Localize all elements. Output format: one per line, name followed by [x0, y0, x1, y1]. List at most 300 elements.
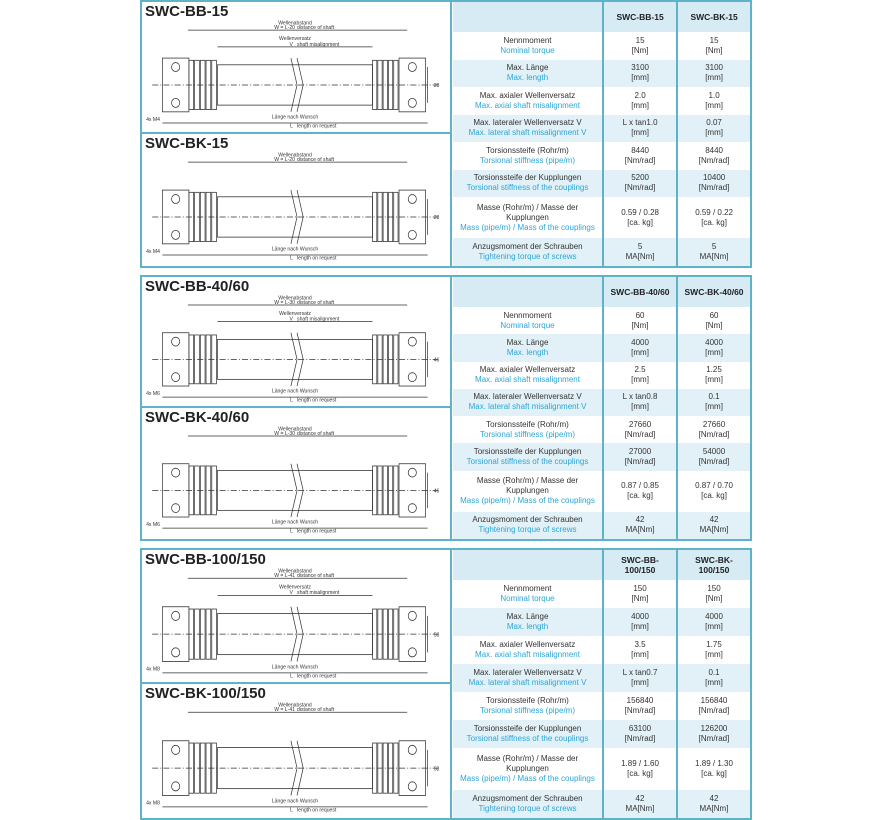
row-label	[453, 197, 603, 238]
cell-value	[677, 748, 750, 790]
table-row	[453, 32, 750, 60]
unit: [Nm/rad]	[624, 429, 656, 439]
value: 27660	[628, 419, 652, 429]
row-label	[453, 664, 603, 692]
cell-value	[603, 389, 677, 416]
dimension-label: Länge nach Wunsch	[271, 519, 319, 526]
column-header: SWC-BK-40/60	[677, 277, 750, 307]
row-label	[453, 512, 603, 539]
dimension-label: Wellenversatz	[279, 310, 311, 318]
cell-value	[603, 512, 677, 539]
label-english: Max. length	[506, 622, 549, 631]
value: 1.89 / 1.60	[621, 759, 659, 768]
row-label	[453, 790, 603, 818]
row-label	[453, 389, 603, 416]
coupling-drawing	[152, 162, 438, 255]
unit: [ca. kg]	[701, 769, 727, 778]
unit: MA[Nm]	[699, 804, 729, 813]
screw	[408, 782, 416, 791]
cell-value	[677, 720, 750, 748]
dimension-label: 28	[433, 215, 440, 222]
dimension-label: distance of shaft	[297, 430, 335, 437]
table-row	[453, 115, 750, 143]
value: 60	[709, 310, 719, 320]
value: 1.25	[706, 365, 722, 375]
header-empty	[453, 2, 603, 32]
cell-value	[677, 443, 750, 470]
unit: [Nm/rad]	[698, 429, 730, 439]
label-english: Torsional stiffness (pipe/m)	[480, 429, 575, 439]
label-german: Torsionssteife der Kupplungen	[473, 724, 582, 733]
cell-value	[603, 664, 677, 692]
label-english: Mass (pipe/m) / Mass of the couplings	[460, 774, 595, 783]
table-row	[453, 443, 750, 470]
cell-value	[603, 142, 677, 170]
unit: [Nm]	[631, 594, 649, 603]
dimension-label: 4x M4	[146, 116, 160, 123]
cell-value	[603, 608, 677, 636]
cell-value	[603, 720, 677, 748]
drawing-title: SWC-BB-100/150	[145, 551, 266, 568]
unit: [ca. kg]	[701, 217, 727, 227]
label-german: Anzugsmoment der Schrauben	[472, 515, 583, 525]
unit: [mm]	[705, 402, 723, 412]
dimension-label: L	[290, 673, 293, 680]
drawing-title: SWC-BB-15	[145, 3, 229, 20]
screw	[172, 195, 180, 204]
drawing-svg	[142, 295, 448, 406]
screw	[172, 782, 180, 791]
label-english: Nominal torque	[500, 45, 555, 55]
cell-value	[677, 692, 750, 720]
value: 156840	[700, 696, 728, 705]
cell-value	[603, 580, 677, 608]
table-row	[453, 416, 750, 443]
label-english: Max. axial shaft misalignment	[475, 100, 580, 110]
cell-value	[603, 636, 677, 664]
value: 1.0	[708, 90, 720, 100]
dimension-label: 58	[433, 632, 440, 639]
table-row	[453, 238, 750, 266]
dimension-label: L	[290, 397, 293, 404]
unit: [ca. kg]	[627, 769, 653, 778]
label-english: Torsional stiffness of the couplings	[466, 183, 589, 193]
diagram-panel	[142, 550, 452, 818]
value: 42	[709, 515, 719, 525]
dimension-label: L	[290, 528, 293, 535]
table-row	[453, 471, 750, 512]
drawing-title: SWC-BK-15	[145, 135, 229, 152]
unit: MA[Nm]	[699, 252, 729, 262]
value: 42	[709, 794, 719, 803]
dimension-label: W = L-20	[274, 156, 295, 164]
cell-value	[603, 471, 677, 512]
value: 3.5	[634, 640, 646, 649]
dimension-label: distance of shaft	[297, 156, 335, 164]
label-english: Nominal torque	[500, 594, 555, 603]
value: 60	[635, 310, 645, 320]
unit: [Nm/rad]	[698, 457, 730, 467]
coupling-drawing	[152, 578, 438, 673]
bellows-ring	[373, 60, 377, 109]
dimension-label: length on request	[297, 673, 337, 680]
row-label	[453, 608, 603, 636]
product-block	[140, 548, 752, 820]
dimension-label: shaft misalignment	[297, 316, 340, 323]
dimension-label: W = L-41	[274, 572, 295, 580]
table-row	[453, 60, 750, 88]
value: 1.89 / 1.30	[695, 759, 733, 768]
unit: MA[Nm]	[625, 252, 655, 262]
spec-table	[453, 2, 750, 266]
dimension-label: V	[289, 590, 293, 597]
technical-drawing	[142, 2, 450, 134]
screw	[172, 373, 180, 382]
value: 2.5	[634, 365, 646, 375]
value: 150	[633, 584, 647, 593]
value: 10400	[702, 173, 726, 183]
unit: MA[Nm]	[625, 804, 655, 813]
row-label	[453, 416, 603, 443]
bellows-ring	[394, 60, 398, 109]
table-row	[453, 580, 750, 608]
table-row	[453, 720, 750, 748]
cell-value	[677, 362, 750, 389]
label-english: Nominal torque	[500, 320, 555, 330]
cell-value	[603, 416, 677, 443]
dimension-label: L	[290, 807, 293, 814]
coupling-drawing	[152, 305, 438, 397]
dimension-label: L	[290, 123, 293, 130]
cell-value	[677, 60, 750, 88]
bellows-ring	[394, 609, 398, 659]
unit: [mm]	[631, 375, 649, 385]
label-german: Max. lateraler Wellenversatz V	[473, 668, 582, 677]
row-label	[453, 471, 603, 512]
cell-value	[677, 608, 750, 636]
unit: [mm]	[631, 100, 649, 110]
value: 156840	[626, 696, 654, 705]
cell-value	[677, 790, 750, 818]
cell-value	[677, 636, 750, 664]
label-english: Max. length	[506, 347, 549, 357]
label-english: Torsional stiffness (pipe/m)	[480, 706, 575, 715]
dimension-label: 4x M6	[146, 521, 160, 528]
cell-value	[677, 307, 750, 334]
unit: [Nm/rad]	[624, 183, 656, 193]
table-row	[453, 790, 750, 818]
coupling-drawing	[152, 30, 438, 123]
screw	[408, 611, 416, 620]
dimension-label: V	[289, 41, 293, 48]
dimension-label: length on request	[297, 123, 337, 130]
label-german: Max. axialer Wellenversatz	[479, 365, 576, 375]
bellows-ring	[373, 192, 377, 241]
unit: [mm]	[631, 73, 649, 83]
dimension-label: Wellenversatz	[279, 35, 311, 43]
row-label	[453, 720, 603, 748]
dimension-label: 58	[433, 766, 440, 773]
spec-table	[453, 277, 750, 539]
row-label	[453, 692, 603, 720]
unit: [Nm]	[705, 320, 723, 330]
cell-value	[677, 389, 750, 416]
dimension-label: 46	[433, 357, 440, 364]
row-label	[453, 238, 603, 266]
dimension-label: length on request	[297, 397, 337, 404]
screw	[408, 504, 416, 513]
label-german: Max. Länge	[506, 337, 549, 347]
bellows-ring	[394, 192, 398, 241]
unit: MA[Nm]	[625, 525, 655, 535]
dimension-label: Länge nach Wunsch	[271, 388, 319, 395]
unit: [mm]	[631, 678, 649, 687]
value: 3100	[705, 63, 723, 73]
value: 4000	[631, 337, 649, 347]
value: 0.87 / 0.85	[621, 481, 659, 491]
product-block	[140, 0, 752, 268]
screw	[172, 337, 180, 346]
header-empty	[453, 550, 603, 580]
cell-value	[677, 87, 750, 115]
screw	[408, 337, 416, 346]
cell-value	[677, 115, 750, 143]
label-german: Max. axialer Wellenversatz	[479, 90, 576, 100]
bellows-ring	[373, 609, 377, 659]
cell-value	[677, 32, 750, 60]
unit: [ca. kg]	[627, 491, 653, 501]
technical-drawing	[142, 277, 450, 408]
value: 8440	[631, 145, 649, 155]
row-label	[453, 142, 603, 170]
label-german: Nennmoment	[503, 584, 552, 593]
dimension-label: 46	[433, 488, 440, 495]
label-english: Max. length	[506, 73, 549, 83]
cell-value	[677, 334, 750, 361]
screw	[172, 468, 180, 477]
value: 150	[707, 584, 721, 593]
value: 8440	[705, 145, 723, 155]
dimension-label: 4x M4	[146, 248, 160, 255]
row-label	[453, 580, 603, 608]
dimension-label: Wellenabstand	[278, 702, 312, 709]
drawing-svg	[142, 152, 448, 264]
dimension-label: Wellenabstand	[278, 20, 312, 27]
row-label	[453, 362, 603, 389]
technical-drawing	[142, 684, 450, 818]
label-english: Max. axial shaft misalignment	[475, 375, 580, 385]
dimension-label: Länge nach Wunsch	[271, 798, 319, 805]
dimension-label: shaft misalignment	[297, 41, 340, 48]
dimension-label: Wellenabstand	[278, 568, 312, 575]
cell-value	[603, 334, 677, 361]
table-row	[453, 362, 750, 389]
unit: [mm]	[631, 650, 649, 659]
dimension-label: Wellenabstand	[278, 426, 312, 433]
label-english: Max. lateral shaft misalignment V	[468, 128, 587, 138]
unit: [mm]	[705, 678, 723, 687]
value: 0.1	[708, 392, 720, 402]
table-row	[453, 170, 750, 198]
bellows-ring	[394, 743, 398, 793]
label-english: Max. lateral shaft misalignment V	[468, 678, 587, 687]
value: 0.59 / 0.22	[695, 207, 733, 217]
table-row	[453, 389, 750, 416]
cell-value	[677, 238, 750, 266]
row-label	[453, 170, 603, 198]
screw	[172, 98, 180, 107]
cell-value	[677, 416, 750, 443]
value: L x tan1.0	[622, 118, 658, 128]
label-english: Torsional stiffness (pipe/m)	[480, 155, 575, 165]
column-header: SWC-BK-15	[677, 2, 750, 32]
value: 42	[635, 794, 645, 803]
screw	[172, 648, 180, 657]
table-header-row	[453, 550, 750, 580]
value: 0.59 / 0.28	[621, 207, 659, 217]
cell-value	[603, 60, 677, 88]
dimension-label: length on request	[297, 255, 337, 262]
cell-value	[603, 170, 677, 198]
drawing-svg	[142, 702, 448, 816]
screw	[172, 611, 180, 620]
unit: [mm]	[631, 402, 649, 412]
value: 54000	[702, 447, 726, 457]
screw	[408, 373, 416, 382]
label-german: Nennmoment	[503, 310, 552, 320]
cell-value	[603, 197, 677, 238]
dimension-label: distance of shaft	[297, 706, 335, 714]
drawing-svg	[142, 426, 448, 537]
unit: [Nm/rad]	[624, 457, 656, 467]
value: 4000	[705, 337, 723, 347]
dimension-label: distance of shaft	[297, 572, 335, 580]
dimension-label: distance of shaft	[297, 24, 335, 32]
table-row	[453, 692, 750, 720]
label-german: Masse (Rohr/m) / Masse der Kupplungen	[476, 476, 579, 496]
label-german: Max. Länge	[506, 612, 549, 621]
coupling-drawing	[152, 436, 438, 528]
column-header: SWC-BK-100/150	[677, 550, 750, 580]
drawing-svg	[142, 20, 448, 132]
cell-value	[603, 115, 677, 143]
unit: [Nm/rad]	[698, 734, 730, 743]
column-header: SWC-BB-100/150	[603, 550, 677, 580]
unit: [mm]	[705, 650, 723, 659]
unit: MA[Nm]	[699, 525, 729, 535]
cell-value	[603, 307, 677, 334]
bellows-ring	[373, 743, 377, 793]
row-label	[453, 87, 603, 115]
value: L x tan0.7	[622, 668, 658, 677]
unit: [Nm]	[631, 320, 649, 330]
value: 2.0	[634, 90, 646, 100]
unit: [Nm/rad]	[624, 155, 656, 165]
bellows-ring	[373, 335, 377, 384]
label-english: Max. axial shaft misalignment	[475, 650, 580, 659]
bellows-ring	[373, 466, 377, 515]
cell-value	[603, 443, 677, 470]
value: 42	[635, 515, 645, 525]
cell-value	[603, 238, 677, 266]
screw	[172, 63, 180, 72]
coupling-drawing	[152, 712, 438, 807]
table-row	[453, 334, 750, 361]
dimension-label: Wellenabstand	[278, 295, 312, 302]
bellows-ring	[394, 335, 398, 384]
value: 4000	[631, 612, 649, 621]
technical-drawing	[142, 408, 450, 539]
bellows-ring	[394, 466, 398, 515]
table-row	[453, 512, 750, 539]
unit: [mm]	[631, 128, 649, 138]
unit: [Nm/rad]	[698, 155, 730, 165]
cell-value	[677, 580, 750, 608]
value: 5	[711, 242, 717, 252]
cell-value	[603, 362, 677, 389]
screw	[172, 504, 180, 513]
row-label	[453, 636, 603, 664]
label-german: Torsionssteife (Rohr/m)	[486, 696, 569, 705]
label-german: Anzugsmoment der Schrauben	[472, 242, 583, 252]
screw	[172, 230, 180, 239]
label-german: Torsionssteife der Kupplungen	[473, 173, 582, 183]
table-row	[453, 636, 750, 664]
screw	[408, 63, 416, 72]
dimension-label: length on request	[297, 528, 337, 535]
label-german: Max. axialer Wellenversatz	[479, 640, 576, 649]
label-german: Nennmoment	[503, 35, 552, 45]
value: 3100	[631, 63, 649, 73]
screw	[172, 745, 180, 754]
drawing-title: SWC-BK-100/150	[145, 685, 266, 702]
unit: [mm]	[631, 347, 649, 357]
label-english: Torsional stiffness of the couplings	[466, 457, 589, 467]
label-german: Torsionssteife (Rohr/m)	[486, 145, 569, 155]
dimension-label: 4x M6	[146, 390, 160, 397]
value: 15	[635, 35, 645, 45]
unit: [Nm/rad]	[698, 183, 730, 193]
table-row	[453, 748, 750, 790]
cell-value	[603, 87, 677, 115]
unit: [mm]	[705, 347, 723, 357]
table-row	[453, 608, 750, 636]
dimension-label: Länge nach Wunsch	[271, 664, 319, 671]
unit: [Nm]	[631, 45, 649, 55]
cell-value	[677, 512, 750, 539]
column-header: SWC-BB-15	[603, 2, 677, 32]
diagram-panel	[142, 277, 452, 539]
drawing-svg	[142, 568, 448, 682]
cell-value	[603, 790, 677, 818]
cell-value	[677, 664, 750, 692]
unit: [mm]	[705, 622, 723, 631]
technical-drawing	[142, 134, 450, 266]
unit: [Nm]	[705, 45, 723, 55]
screw	[408, 230, 416, 239]
row-label	[453, 443, 603, 470]
drawing-title: SWC-BK-40/60	[145, 409, 250, 426]
product-block	[140, 275, 752, 541]
unit: [ca. kg]	[627, 217, 653, 227]
value: 63100	[628, 724, 652, 733]
header-empty	[453, 277, 603, 307]
label-english: Torsional stiffness of the couplings	[466, 734, 589, 743]
cell-value	[603, 32, 677, 60]
dimension-label: W = L-41	[274, 706, 295, 714]
label-german: Torsionssteife (Rohr/m)	[486, 419, 569, 429]
table-row	[453, 197, 750, 238]
